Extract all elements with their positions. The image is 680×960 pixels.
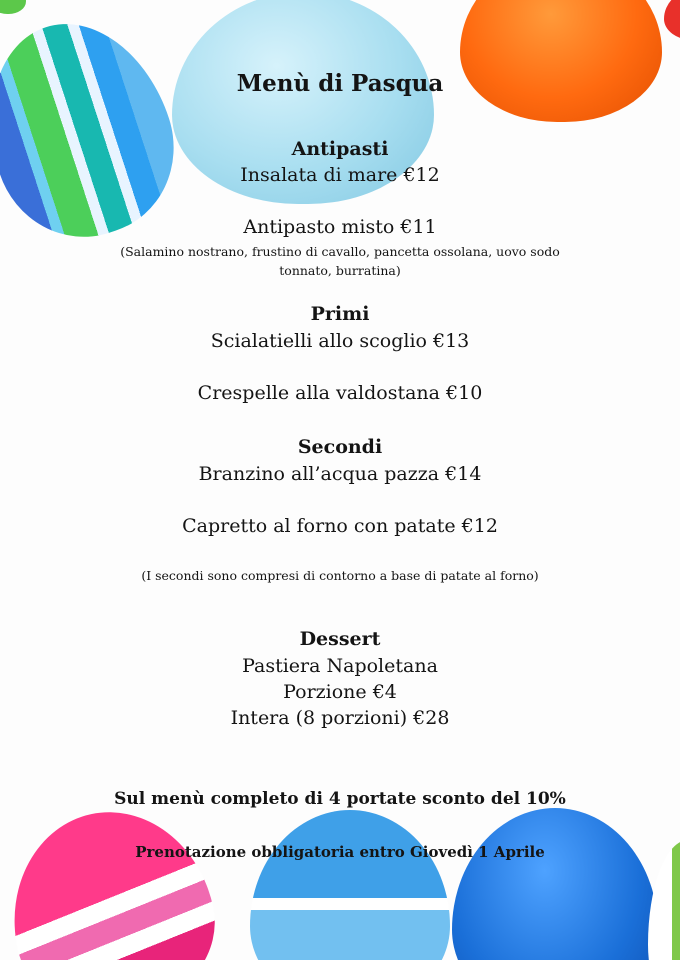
menu-item: Branzino all’acqua pazza €14 — [198, 463, 482, 485]
section-note: (I secondi sono compresi di contorno a base di patate al forno) — [141, 568, 539, 583]
pink-egg-bottom-left — [0, 793, 231, 960]
promo-text: Sul menù completo di 4 portate sconto del 10% — [114, 789, 566, 809]
menu-title: Menù di Pasqua — [236, 70, 444, 97]
menu-item: Intera (8 porzioni) €28 — [230, 707, 450, 729]
blue-patterned-egg-bottom — [250, 810, 450, 960]
menu-item: Porzione €4 — [283, 681, 397, 703]
menu-item: Pastiera Napoletana — [242, 655, 438, 677]
menu-item: Capretto al forno con patate €12 — [182, 515, 498, 537]
menu-item: Antipasto misto €11 — [243, 216, 437, 238]
blue-egg-bottom-right — [452, 808, 658, 960]
red-egg-corner — [664, 0, 680, 40]
item-description: (Salamino nostrano, frustino di cavallo, pancetta ossolana, uovo sodo — [120, 244, 560, 259]
item-description: tonnato, burratina) — [279, 263, 401, 278]
section-heading-primi: Primi — [310, 303, 370, 325]
orange-egg-top-right — [460, 0, 662, 122]
section-heading-secondi: Secondi — [297, 436, 383, 458]
menu-item: Crespelle alla valdostana €10 — [197, 382, 483, 404]
menu-item: Insalata di mare €12 — [240, 164, 440, 186]
menu-item: Scialatielli allo scoglio €13 — [210, 330, 470, 352]
green-egg-corner — [0, 0, 26, 14]
section-heading-antipasti: Antipasti — [291, 138, 389, 160]
reservation-notice: Prenotazione obbligatoria entro Giovedì 1 Aprile — [135, 843, 545, 861]
section-heading-dessert: Dessert — [299, 628, 381, 650]
